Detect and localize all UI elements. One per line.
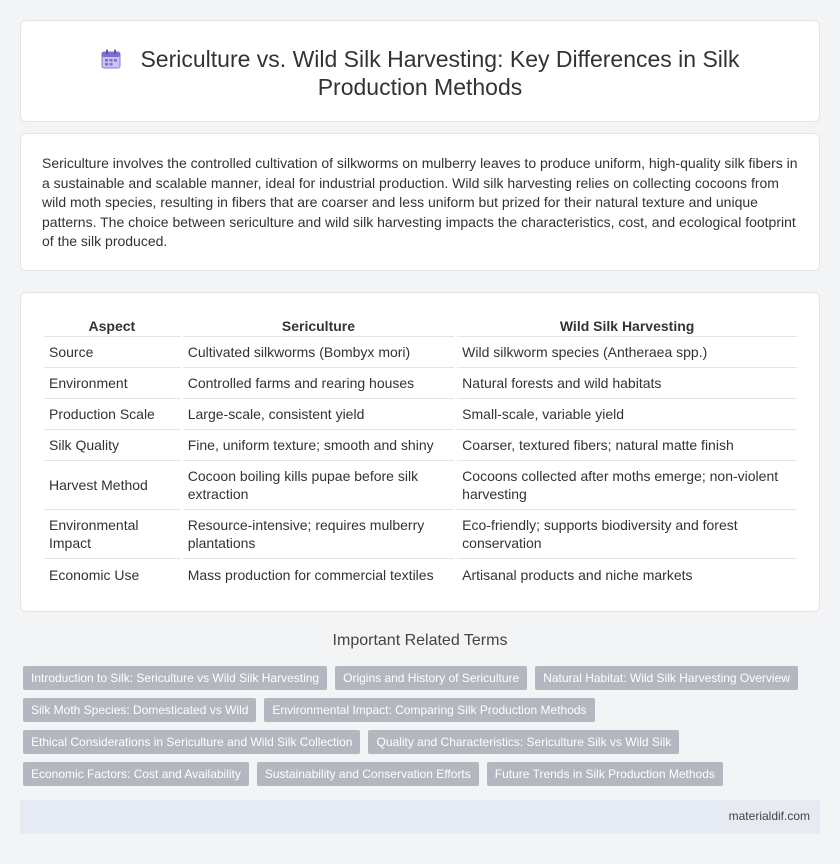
sericulture-cell: Resource-intensive; requires mulberry plantations <box>183 510 454 559</box>
wild-silk-cell: Wild silkworm species (Antheraea spp.) <box>457 337 797 368</box>
comparison-table <box>41 315 800 590</box>
sericulture-cell: Controlled farms and rearing houses <box>183 368 454 399</box>
wild-silk-cell: Cocoons collected after moths emerge; non-violent harvesting <box>457 461 797 510</box>
table-row <box>44 461 797 510</box>
aspect-cell: Economic Use <box>49 566 140 583</box>
calendar-icon <box>100 48 122 70</box>
aspect-cell: Production Scale <box>44 399 180 430</box>
related-terms-list <box>23 666 813 786</box>
related-term-tag[interactable]: Quality and Characteristics: Sericulture Silk vs Wild Silk <box>368 730 679 754</box>
title-card <box>20 20 820 122</box>
related-term-tag[interactable]: Natural Habitat: Wild Silk Harvesting Overview <box>535 666 798 690</box>
related-term-tag[interactable]: Sustainability and Conservation Efforts <box>257 762 479 786</box>
aspect-cell: Source <box>44 337 180 368</box>
wild-silk-cell: Coarser, textured fibers; natural matte finish <box>457 430 797 461</box>
related-term-tag[interactable]: Origins and History of Sericulture <box>335 666 527 690</box>
footer-bar <box>20 800 820 834</box>
sericulture-cell: Fine, uniform texture; smooth and shiny <box>183 430 454 461</box>
wild-silk-cell: Small-scale, variable yield <box>457 399 797 430</box>
table-row <box>44 399 797 430</box>
table-row <box>44 510 797 559</box>
sericulture-cell: Large-scale, consistent yield <box>183 399 454 430</box>
related-terms-heading: Important Related Terms <box>332 632 508 649</box>
page-title-wrap <box>81 45 759 101</box>
aspect-cell: Environment <box>44 368 180 399</box>
header-sericulture: Sericulture <box>183 315 454 337</box>
comparison-table-card <box>20 292 820 612</box>
intro-card <box>20 133 820 271</box>
related-term-tag[interactable]: Future Trends in Silk Production Methods <box>487 762 723 786</box>
related-term-tag[interactable]: Environmental Impact: Comparing Silk Production Methods <box>264 698 594 722</box>
table-row <box>44 368 797 399</box>
footer-site-link[interactable]: materialdif.com <box>728 809 810 823</box>
intro-paragraph: Sericulture involves the controlled cultivation of silkworms on mulberry leaves to produce uniform, high-quality silk fibers in a sustainable and scalable manner, ideal for industrial production. Wild silk harvesting relies on collecting cocoons from wild moth species, resulting in fibers that are coarser and less uniform but prized for their natural texture and unique patterns. The choice between sericulture and wild silk harvesting impacts the characteristics, cost, and ecological footprint of the silk produced. <box>42 155 798 249</box>
related-term-tag[interactable]: Silk Moth Species: Domesticated vs Wild <box>23 698 256 722</box>
wild-silk-cell: Eco-friendly; supports biodiversity and forest conservation <box>457 510 797 559</box>
related-term-tag[interactable]: Introduction to Silk: Sericulture vs Wild Silk Harvesting <box>23 666 327 690</box>
table-row <box>44 430 797 461</box>
page-title: Sericulture vs. Wild Silk Harvesting: Key Differences in Silk Production Methods <box>140 46 740 100</box>
header-aspect: Aspect <box>44 315 180 337</box>
table-row <box>44 559 797 590</box>
sericulture-cell: Mass production for commercial textiles <box>187 566 434 583</box>
related-term-tag[interactable]: Ethical Considerations in Sericulture and Wild Silk Collection <box>23 730 360 754</box>
table-row <box>44 337 797 368</box>
wild-silk-cell: Artisanal products and niche markets <box>462 566 693 583</box>
aspect-cell: Environmental Impact <box>44 510 180 559</box>
sericulture-cell: Cocoon boiling kills pupae before silk extraction <box>183 461 454 510</box>
aspect-cell: Silk Quality <box>44 430 180 461</box>
wild-silk-cell: Natural forests and wild habitats <box>457 368 797 399</box>
aspect-cell: Harvest Method <box>44 461 180 510</box>
related-term-tag[interactable]: Economic Factors: Cost and Availability <box>23 762 249 786</box>
header-wild-silk: Wild Silk Harvesting <box>457 315 797 337</box>
sericulture-cell: Cultivated silkworms (Bombyx mori) <box>183 337 454 368</box>
table-header-row <box>44 315 797 337</box>
